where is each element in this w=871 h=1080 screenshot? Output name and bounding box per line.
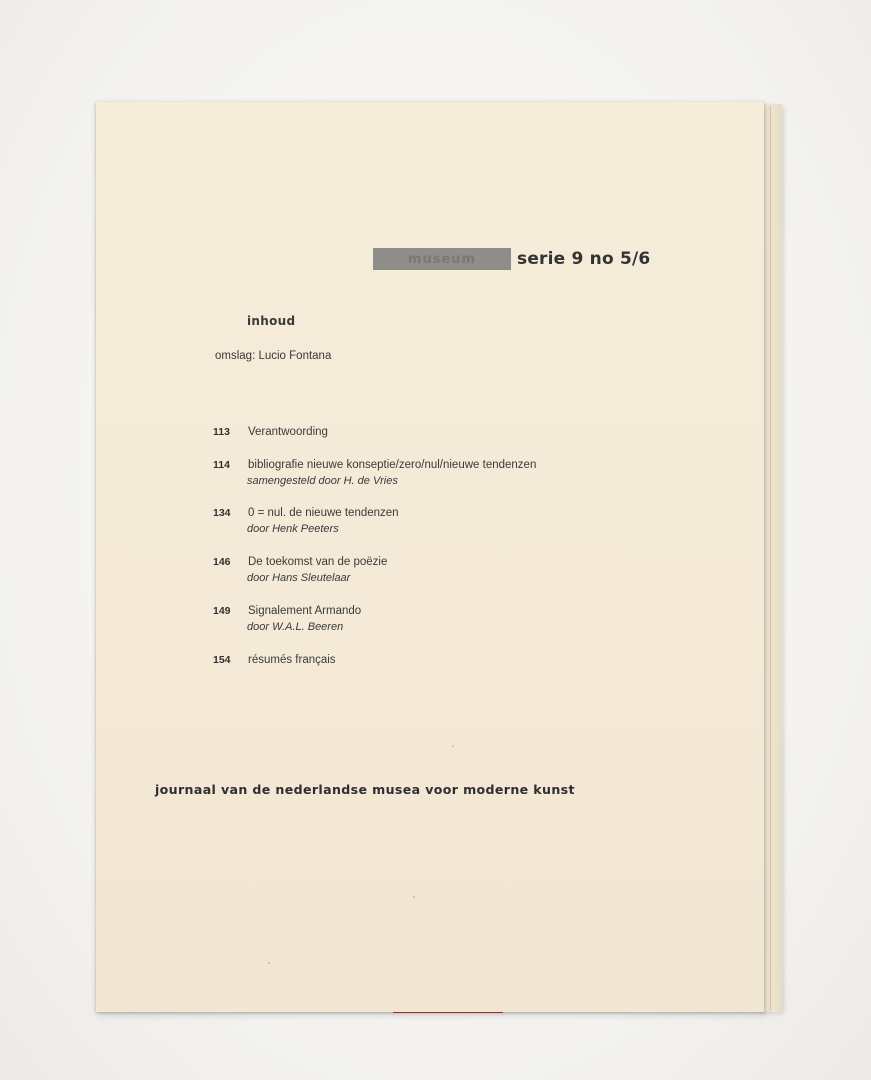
- toc-entry-title: De toekomst van de poëzie: [248, 556, 388, 568]
- toc-heading: inhoud: [247, 314, 296, 328]
- cover-credit: omslag: Lucio Fontana: [215, 350, 332, 362]
- toc-entry-author: door W.A.L. Beeren: [247, 621, 344, 633]
- toc-entry-title: Verantwoording: [248, 426, 328, 438]
- journal-tagline: journaal van de nederlandse musea voor moderne kunst: [155, 782, 575, 797]
- paper-speck: [452, 745, 454, 747]
- toc-entry-title: bibliografie nieuwe konseptie/zero/nul/nieuwe tendenzen: [248, 459, 537, 471]
- toc-entry-page: 146: [213, 556, 231, 568]
- toc-entry-title: Signalement Armando: [248, 605, 362, 617]
- toc-entry-author: door Hans Sleutelaar: [247, 572, 351, 584]
- toc-entry-page: 113: [213, 426, 230, 438]
- masthead: [373, 248, 650, 270]
- toc-entry-author: samengesteld door H. de Vries: [247, 475, 398, 487]
- back-cover-edge-line: [770, 106, 771, 1010]
- toc-entry-title: 0 = nul. de nieuwe tendenzen: [248, 507, 399, 519]
- toc-entry-title: résumés français: [248, 654, 336, 666]
- series-label: serie 9 no 5/6: [517, 249, 651, 269]
- paper-speck: [413, 896, 415, 898]
- toc-entry-page: 154: [213, 654, 231, 666]
- masthead-title-block: [373, 248, 511, 270]
- paper-speck: [268, 962, 270, 964]
- masthead-title: museum: [407, 251, 477, 267]
- toc-entry-page: 114: [213, 459, 230, 471]
- journal-page: [96, 102, 764, 1012]
- toc-entry-page: 134: [213, 507, 231, 519]
- toc-entry-page: 149: [213, 605, 231, 617]
- toc-entry-author: door Henk Peeters: [247, 523, 339, 535]
